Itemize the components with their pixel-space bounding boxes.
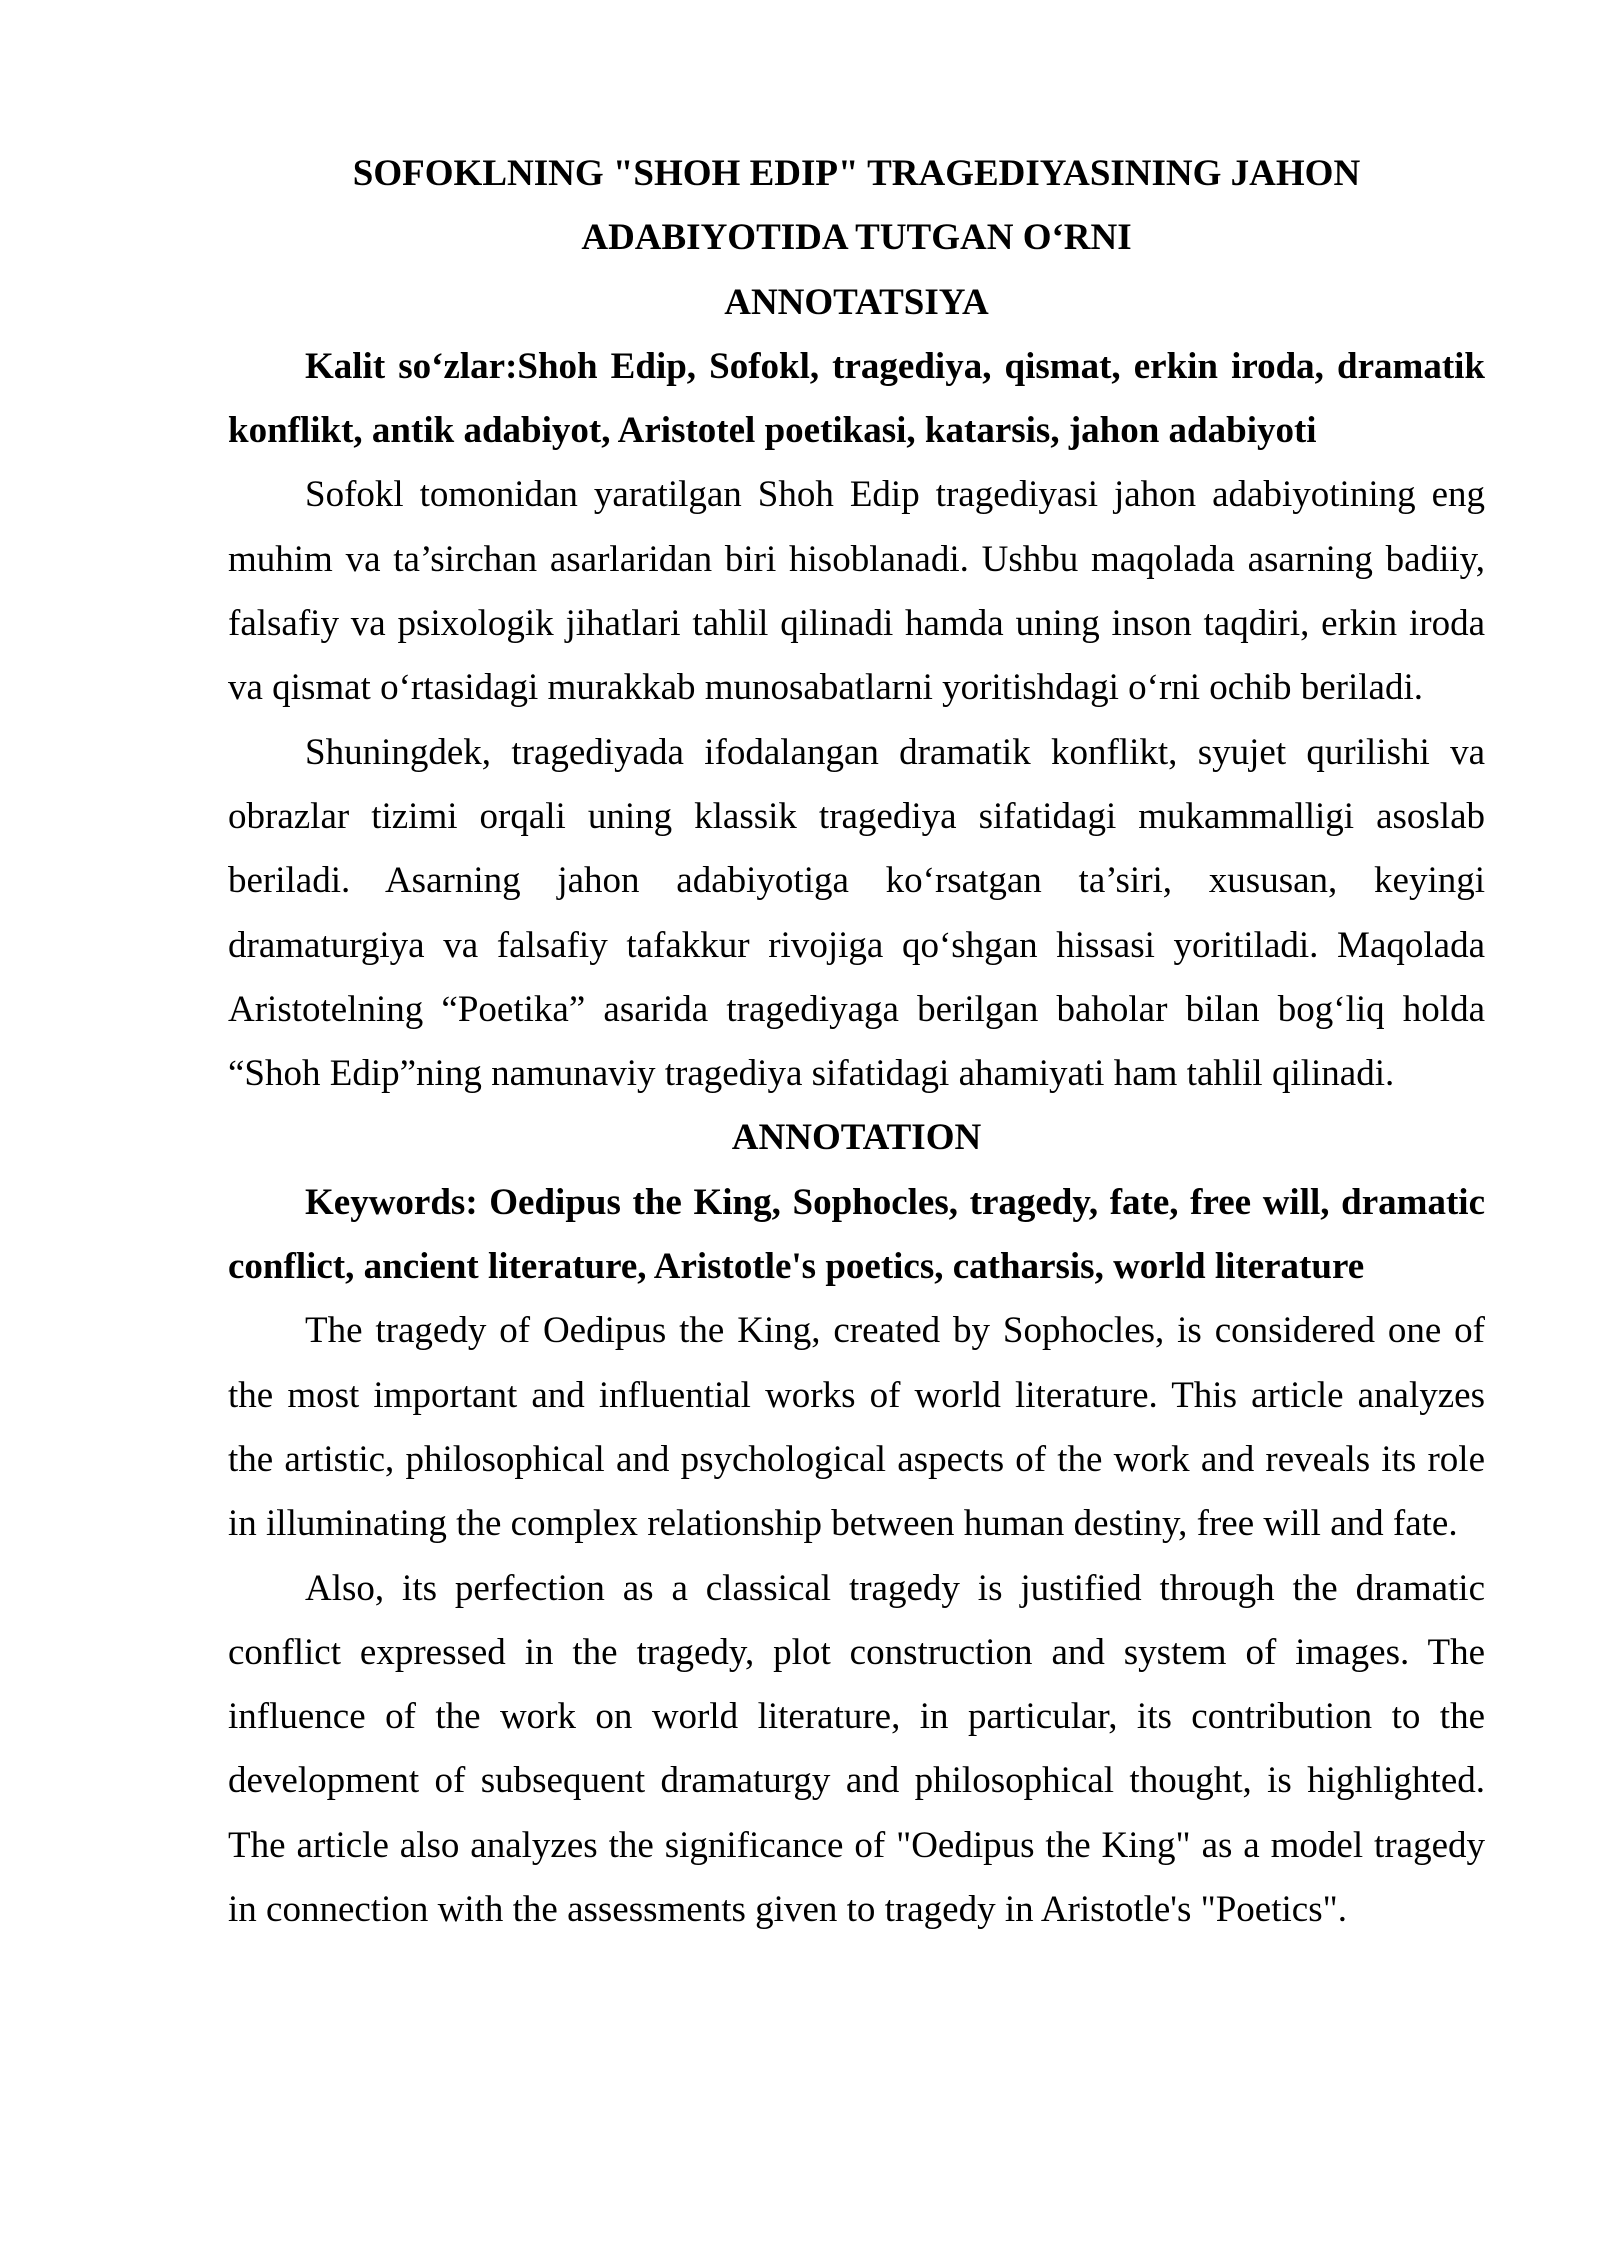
abstract-uz-paragraph-2: Shuningdek, tragediyada ifodalangan dramatik konflikt, syujet qurilishi va obrazlar tizimi orqali uning klassik tragediya sifatidagi mukammalligi asoslab beriladi. Asarning jahon adabiyotiga ko‘rsatgan ta’siri, xususan, keyingi dramaturgiya va falsafiy tafakkur rivojiga qo‘shgan hissasi yoritiladi. Maqolada Aristotelning “Poetika” asarida tragediyaga berilgan baholar bilan bog‘liq holda “Shoh Edip”ning namunaviy tragediya sifatidagi ahamiyati ham tahlil qilinadi. (228, 731, 1485, 1095)
abstract-en-paragraph-2: Also, its perfection as a classical tragedy is justified through the dramatic conflict expressed in the tragedy, plot construction and system of images. The influence of the work on world literature, in particular, its contribution to the development of subsequent dramaturgy and philosophical thought, is highlighted. The article also analyzes the significance of "Oedipus the King" as a model tragedy in connection with the assessments given to tragedy in Aristotle's "Poetics". (228, 1567, 1485, 1931)
abstract-uz-paragraph-1: Sofokl tomonidan yaratilgan Shoh Edip tragediyasi jahon adabiyotining eng muhim va ta’sirchan asarlaridan biri hisoblanadi. Ushbu maqolada asarning badiiy, falsafiy va psixologik jihatlari tahlil qilinadi hamda uning inson taqdiri, erkin iroda va qismat o‘rtasidagi murakkab munosabatlarni yoritishdagi o‘rni ochib beriladi. (228, 474, 1485, 709)
annotatsiya-heading: ANNOTATSIYA (724, 281, 989, 323)
abstract-en-paragraph-1: The tragedy of Oedipus the King, created by Sophocles, is considered one of the most important and influential works of world literature. This article analyzes the artistic, philosophical and psychological aspects of the work and reveals its role in illuminating the complex relationship between human destiny, free will and fate. (228, 1310, 1485, 1545)
annotation-heading: ANNOTATION (731, 1117, 982, 1159)
article-title-line-2: ADABIYOTIDA TUTGAN O‘RNI (581, 217, 1132, 259)
article-title-line-1: SOFOKLNING "SHOH EDIP" TRAGEDIYASINING JAHON (352, 153, 1361, 194)
keywords-uz-paragraph: Kalit so‘zlar:Shoh Edip, Sofokl, tragediya, qismat, erkin iroda, dramatik konflikt, antik adabiyot, Aristotel poetikasi, katarsis, jahon adabiyoti (228, 345, 1485, 452)
keywords-en-paragraph: Keywords: Oedipus the King, Sophocles, tragedy, fate, free will, dramatic conflict, ancient literature, Aristotle's poetics, catharsis, world literature (228, 1181, 1485, 1288)
